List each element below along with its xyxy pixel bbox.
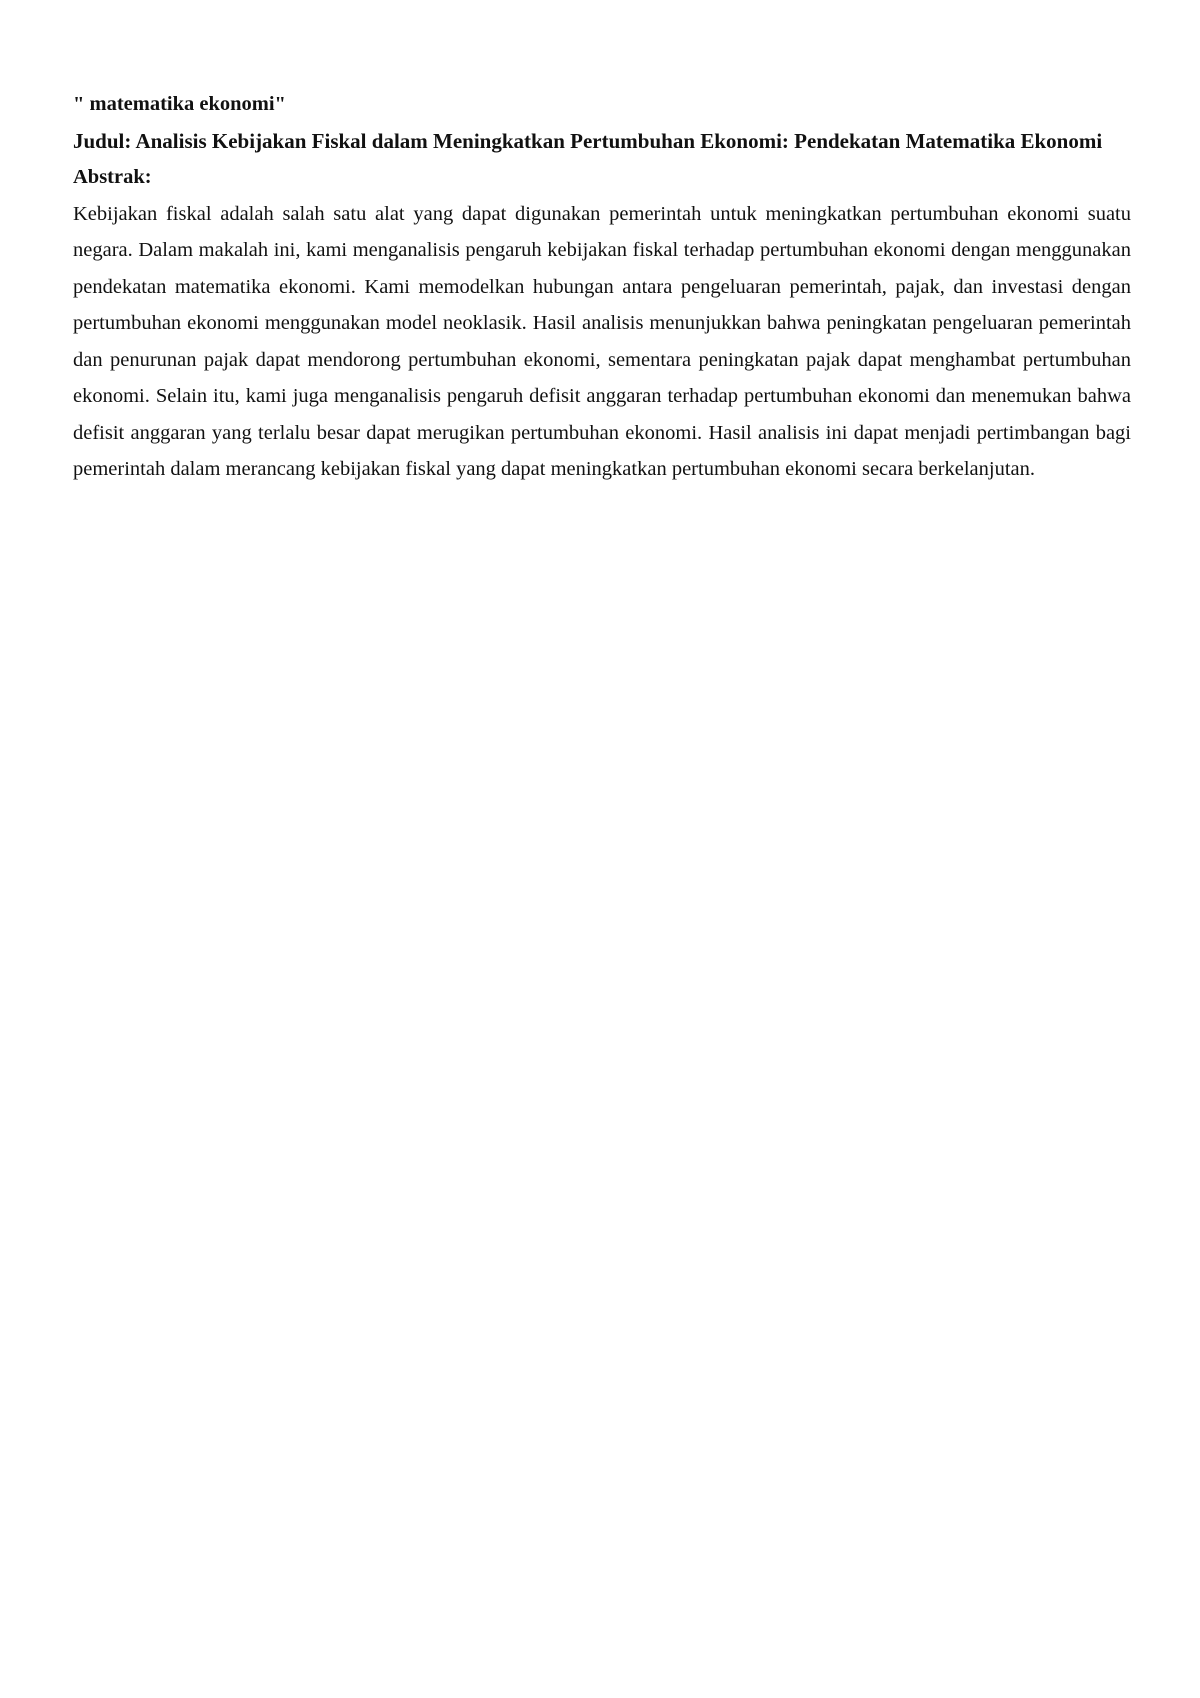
abstract-body: Kebijakan fiskal adalah salah satu alat yang dapat digunakan pemerintah untuk meningkatkan pertumbuhan ekonomi suatu negara. Dalam makalah ini, kami menganalisis pengaruh kebijakan fiskal terhadap pertumbuhan ekonomi dengan menggunakan pendekatan matematika ekonomi. Kami memodelkan hubungan antara pengeluaran pemerintah, pajak, dan investasi dengan pertumbuhan ekonomi menggunakan model neoklasik. Hasil analisis menunjukkan bahwa peningkatan pengeluaran pemerintah dan penurunan pajak dapat mendorong pertumbuhan ekonomi, sementara peningkatan pajak dapat menghambat pertumbuhan ekonomi. Selain itu, kami juga menganalisis pengaruh defisit anggaran terhadap pertumbuhan ekonomi dan menemukan bahwa defisit anggaran yang terlalu besar dapat merugikan pertumbuhan ekonomi. Hasil analisis ini dapat menjadi pertimbangan bagi pemerintah dalam merancang kebijakan fiskal yang dapat meningkatkan pertumbuhan ekonomi secara berkelanjutan.	[73, 202, 1131, 480]
document-label: " matematika ekonomi"	[73, 93, 286, 115]
document-page	[73, 86, 1131, 488]
abstract-heading: Abstrak:	[73, 166, 152, 188]
document-title: Judul: Analisis Kebijakan Fiskal dalam Meningkatkan Pertumbuhan Ekonomi: Pendekatan Matematika Ekonomi	[73, 128, 1103, 153]
